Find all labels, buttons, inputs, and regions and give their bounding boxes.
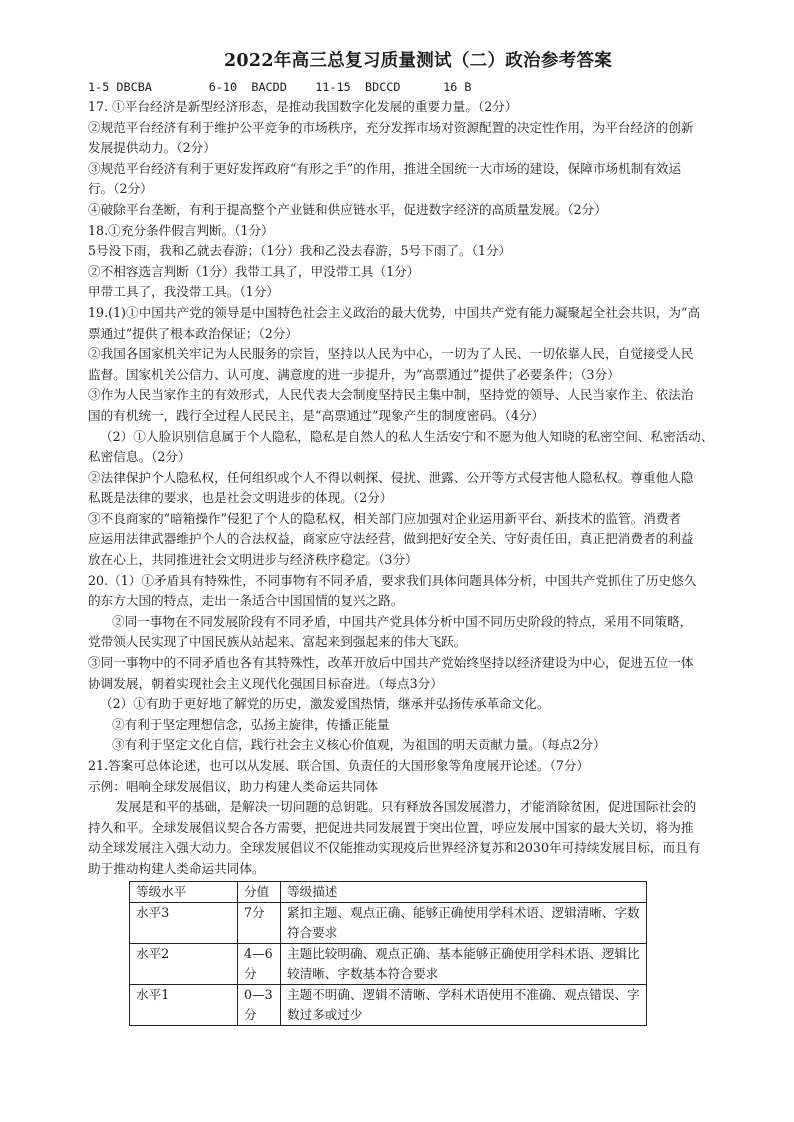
q20-1-point-3-cont: 协调发展，朝着实现社会主义现代化强国目标奋进。（每点3分） — [88, 675, 443, 691]
q19-1-point-1-cont: 票通过”提供了根本政治保证；（2分） — [88, 325, 299, 341]
q20-1-point-1-cont: 的东方大国的特点，走出一条适合中国国情的复兴之路。 — [88, 593, 404, 609]
table-header: 分值 — [238, 881, 281, 902]
q19-2-point-2-cont: 私既是法律的要求，也是社会文明进步的体现。（2分） — [88, 490, 393, 506]
q21-example-para-3: 动全球发展注入强大动力。全球发展倡议不仅能推动实现疫后世界经济复苏和2030年可持续发展目标，而且有 — [88, 840, 701, 856]
q20-1-point-2-cont: 党带领人民实现了中国民族从站起来、富起来到强起来的伟大飞跃。 — [88, 634, 467, 650]
score-cell: 0—3分 — [238, 984, 281, 1025]
q20-2-point-1: （2）①有助于更好地了解党的历史，激发爱国热情，继承并弘扬传承革命文化。 — [100, 696, 550, 712]
grading-table — [129, 881, 647, 1026]
q19-2-point-1: （2）①人脸识别信息属于个人隐私，隐私是自然人的私人生活安宁和不愿为他人知晓的私密空间、私密活动、 — [100, 428, 714, 444]
q18-point-2: ②不相容选言判断（1分）我带工具了，甲没带工具（1分） — [88, 263, 420, 279]
q19-2-point-3: ③不良商家的“暗箱操作”侵犯了个人的隐私权，相关部门应加强对企业运用新平台、新技术的监管。消费者 — [88, 510, 682, 526]
table-header-row — [130, 881, 647, 902]
level-cell: 水平2 — [130, 943, 238, 984]
score-cell: 7分 — [238, 902, 281, 943]
q21-example-para-4: 助于推动构建人类命运共同体。 — [88, 860, 265, 876]
level-cell: 水平3 — [130, 902, 238, 943]
q17-point-2-cont: 发展提供动力。（2分） — [88, 140, 216, 156]
q19-1-point-2: ②我国各国家机关牢记为人民服务的宗旨，坚持以人民为中心，一切为了人民、一切依靠人民，自觉接受人民 — [88, 346, 694, 362]
q18-point-2-detail: 甲带工具了，我没带工具。（1分） — [88, 284, 279, 300]
q19-2-point-1-cont: 私密信息。（2分） — [88, 449, 191, 465]
q18-point-1: 18.①充分条件假言判断。（1分） — [88, 222, 274, 238]
description-cell: 主题不明确、逻辑不清晰、学科术语使用不准确、观点错误、字数过多或过少 — [281, 984, 647, 1025]
table-row — [130, 984, 647, 1025]
q17-point-3: ③规范平台经济有利于更好发挥政府“有形之手”的作用，推进全国统一大市场的建设，保障市场机制有效运 — [88, 160, 682, 176]
q19-1-point-1: 19.(1)①中国共产党的领导是中国特色社会主义政治的最大优势，中国共产党有能力凝聚起全社会共识，为“高 — [88, 304, 701, 320]
description-cell: 主题比较明确、观点正确、基本能够正确使用学科术语、逻辑比较清晰、字数基本符合要求 — [281, 943, 647, 984]
q19-1-point-3-cont: 国的有机统一，践行全过程人民民主，是“高票通过”现象产生的制度密码。（4分） — [88, 407, 545, 423]
q19-2-point-3-cont-b: 放在心上，共同推进社会文明进步与经济秩序稳定。（3分） — [88, 552, 418, 568]
q21-instructions: 21.答案可总体论述，也可以从发展、联合国、负责任的大国形象等角度展开论述。（7分） — [88, 758, 590, 773]
description-cell: 紧扣主题、观点正确、能够正确使用学科术语、逻辑清晰、字数符合要求 — [281, 902, 647, 943]
page-title: 2022年高三总复习质量测试（二）政治参考答案 — [223, 51, 613, 71]
q17-point-3-cont: 行。（2分） — [88, 181, 153, 197]
q20-1-point-3: ③同一事物中的不同矛盾也各有其特殊性，改革开放后中国共产党始终坚持以经济建设为中心，促进五位一体 — [88, 655, 694, 671]
q20-2-point-2: ②有利于坚定理想信念，弘扬主旋律，传播正能量 — [112, 716, 390, 732]
table-header: 等级描述 — [281, 881, 647, 902]
q20-1-point-1: 20.（1）①矛盾具有特殊性，不同事物有不同矛盾，要求我们具体问题具体分析，中国共产党抓住了历史悠久 — [88, 572, 697, 588]
q19-1-point-2-cont: 监督。国家机关公信力、认可度、满意度的进一步提升，为“高票通过”提供了必要条件；（3分） — [88, 366, 620, 382]
answer-sheet — [88, 50, 748, 1026]
q17-point-1: 17. ①平台经济是新型经济形态，是推动我国数字化发展的重要力量。（2分） — [88, 99, 518, 114]
q17-point-4: ④破除平台垄断，有利于提高整个产业链和供应链水平，促进数字经济的高质量发展。（2分） — [88, 201, 607, 217]
q17-point-2: ②规范平台经济有利于维护公平竞争的市场秩序，充分发挥市场对资源配置的决定性作用，为平台经济的创新 — [88, 119, 694, 135]
multiple-choice-answers: 1-5 DBCBA 6-10 BACDD 11-15 BDCCD 16 B — [88, 80, 472, 94]
q19-2-point-3-cont-a: 应运用法律武器维护个人的合法权益，商家应守法经营，做到把好安全关、守好责任田，真正把消费者的利益 — [88, 531, 694, 547]
q21-example-title: 示例：唱响全球发展倡议，助力构建人类命运共同体 — [88, 778, 379, 794]
level-cell: 水平1 — [130, 984, 238, 1025]
q20-1-point-2: ②同一事物在不同发展阶段有不同矛盾，中国共产党具体分析中国不同历史阶段的特点，采用不同策略， — [112, 613, 693, 629]
q19-2-point-2: ②法律保护个人隐私权，任何组织或个人不得以刺探、侵扰、泄露、公开等方式侵害他人隐私权。尊重他人隐 — [88, 469, 694, 485]
table-row — [130, 943, 647, 984]
q20-2-point-3: ③有利于坚定文化自信，践行社会主义核心价值观，为祖国的明天贡献力量。（每点2分） — [112, 737, 606, 753]
q21-example-para-1: 发展是和平的基础，是解决一切问题的总钥匙。只有释放各国发展潜力，才能消除贫困，促进国际社会的 — [116, 799, 697, 815]
q19-1-point-3: ③作为人民当家作主的有效形式，人民代表大会制度坚持民主集中制，坚持党的领导、人民当家作主、依法治 — [88, 387, 694, 403]
score-cell: 4—6分 — [238, 943, 281, 984]
q21-example-para-2: 持久和平。全球发展倡议契合各方需要，把促进共同发展置于突出位置，呼应发展中国家的最大关切，将为推 — [88, 819, 694, 835]
table-row — [130, 902, 647, 943]
table-header: 等级水平 — [130, 881, 238, 902]
q18-point-1-detail: 5号没下雨，我和乙就去春游；（1分）我和乙没去春游，5号下雨了。（1分） — [88, 243, 512, 259]
